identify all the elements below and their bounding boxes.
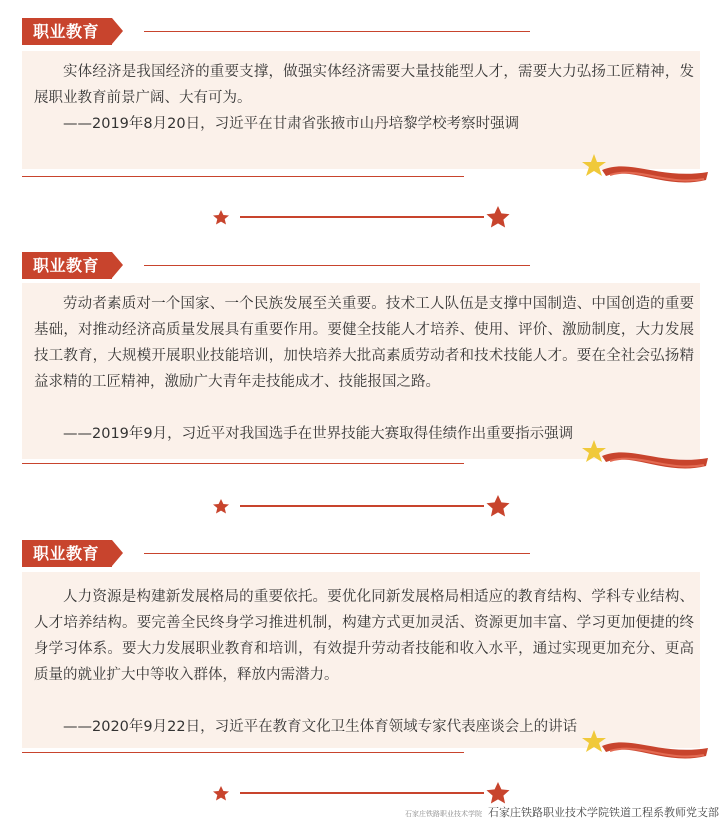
quote-source: ——2019年8月20日，习近平在甘肃省张掖市山丹培黎学校考察时强调 bbox=[63, 116, 520, 132]
star-icon bbox=[487, 206, 510, 228]
ribbon-star-decoration bbox=[580, 726, 708, 766]
star-divider bbox=[200, 206, 520, 228]
quote-panel bbox=[22, 283, 700, 459]
quote-card-2 bbox=[22, 252, 700, 468]
quote-source: ——2020年9月22日，习近平在教育文化卫生体育领域专家代表座谈会上的讲话 bbox=[63, 719, 578, 735]
watermark-small: 石家庄铁路职业技术学院 bbox=[405, 810, 482, 818]
star-divider bbox=[200, 782, 520, 804]
ribbon-star-decoration bbox=[580, 436, 708, 476]
quote-text: 人力资源是构建新发展格局的重要依托。要优化同新发展格局相适应的教育结构、学科专业结构、人才培养结构。要完善全民终身学习推进机制，构建方式更加灵活、资源更加丰富、学习更加便捷的终身学习体系。要大力发展职业教育和培训，有效提升劳动者技能和收入水平，通过实现更加充分、更高质量的就业扩大中等收入群体，释放内需潜力。 bbox=[34, 589, 694, 683]
star-icon bbox=[487, 495, 510, 517]
star-icon bbox=[487, 782, 510, 804]
tag-rule bbox=[144, 553, 530, 554]
tag-rule bbox=[144, 31, 530, 32]
star-icon bbox=[213, 499, 229, 514]
section-bottom-rule bbox=[22, 463, 464, 464]
quote-text: 实体经济是我国经济的重要支撑，做强实体经济需要大量技能型人才，需要大力弘扬工匠精神，发展职业教育前景广阔、大有可为。 bbox=[34, 64, 694, 106]
section-tag: 职业教育 bbox=[22, 18, 112, 45]
watermark-main: 石家庄铁路职业技术学院铁道工程系教师党支部 bbox=[488, 806, 719, 819]
quote-text: 劳动者素质对一个国家、一个民族发展至关重要。技术工人队伍是支撑中国制造、中国创造的重要基础，对推动经济高质量发展具有重要作用。要健全技能人才培养、使用、评价、激励制度，大力发展技工教育，大规模开展职业技能培训，加快培养大批高素质劳动者和技术技能人才。要在全社会弘扬精益求精的工匠精神，激励广大青年走技能成才、技能报国之路。 bbox=[34, 296, 694, 390]
star-divider bbox=[200, 495, 520, 517]
section-bottom-rule bbox=[22, 752, 464, 753]
section-bottom-rule bbox=[22, 176, 464, 177]
quote-panel bbox=[22, 572, 700, 748]
quote-card-1 bbox=[22, 18, 700, 178]
tag-rule bbox=[144, 265, 530, 266]
star-icon bbox=[213, 786, 229, 801]
gold-star-icon bbox=[582, 440, 606, 462]
watermark-credit bbox=[405, 804, 719, 820]
gold-star-icon bbox=[582, 730, 606, 752]
section-tag: 职业教育 bbox=[22, 252, 112, 279]
section-tag: 职业教育 bbox=[22, 540, 112, 567]
ribbon-star-decoration bbox=[580, 150, 708, 190]
quote-card-3 bbox=[22, 540, 700, 758]
star-icon bbox=[213, 210, 229, 225]
gold-star-icon bbox=[582, 154, 606, 176]
quote-source: ——2019年9月，习近平对我国选手在世界技能大赛取得佳绩作出重要指示强调 bbox=[63, 426, 574, 442]
